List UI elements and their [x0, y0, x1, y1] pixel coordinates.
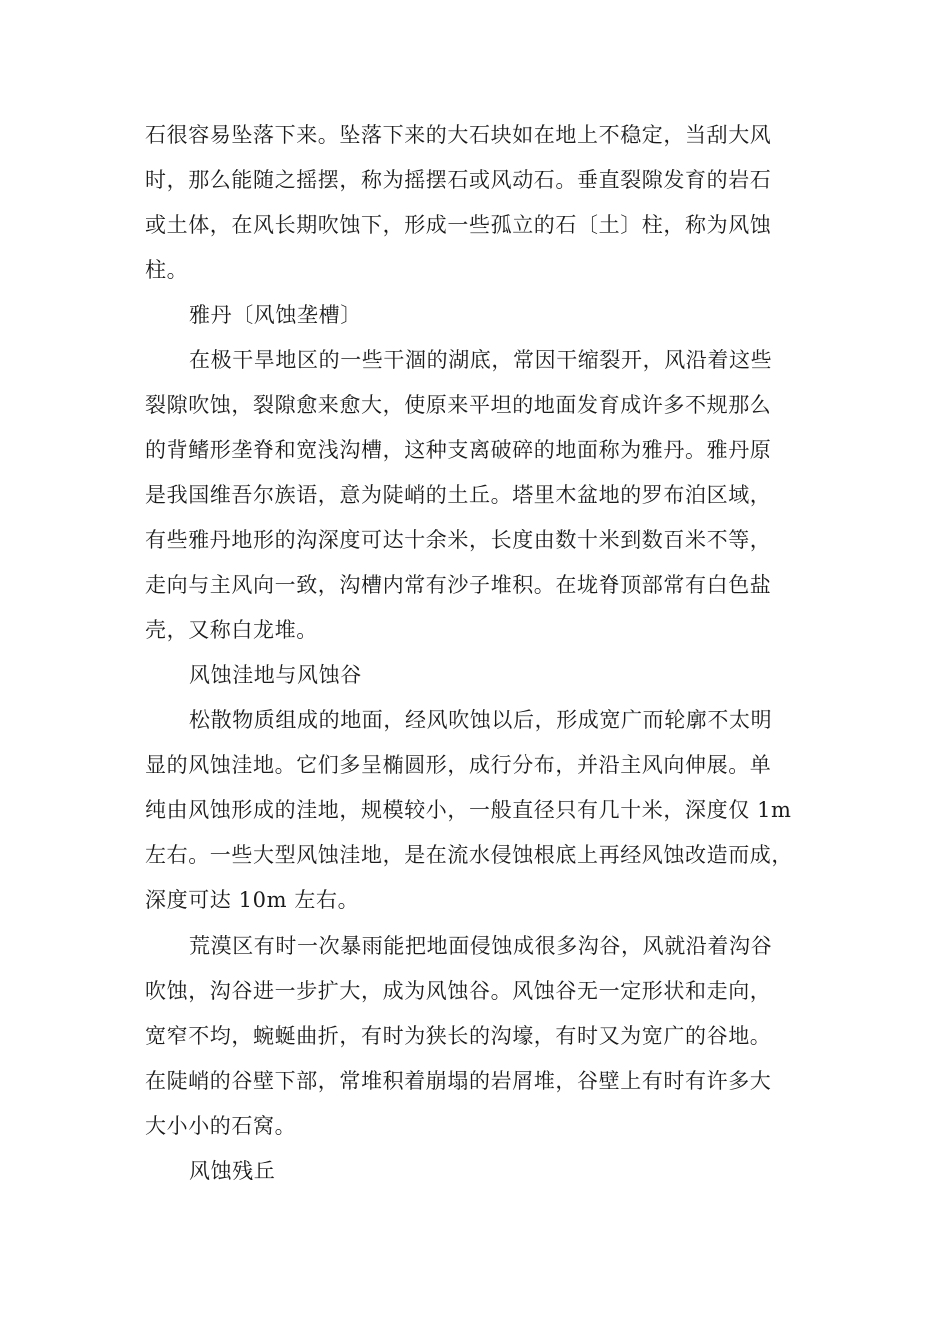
text-line: 是我国维吾尔族语，意为陡峭的土丘。塔里木盆地的罗布泊区域， [145, 483, 772, 507]
text-line: 或土体，在风长期吹蚀下，形成一些孤立的石〔土〕柱，称为风蚀 [145, 213, 772, 237]
text-line: 左右。一些大型风蚀洼地，是在流水侵蚀根底上再经风蚀改造而成， [145, 843, 793, 867]
heading-text: 风蚀残丘 [189, 1159, 276, 1183]
paragraph-rock-pillars [145, 113, 815, 293]
text-line: 宽窄不均，蜿蜒曲折，有时为狭长的沟壕，有时又为宽广的谷地。 [145, 1024, 772, 1048]
heading-text: 雅丹〔风蚀垄槽〕 [189, 303, 362, 327]
text-line: 吹蚀，沟谷进一步扩大，成为风蚀谷。风蚀谷无一定形状和走向， [145, 979, 772, 1003]
text-line: 壳，又称白龙堆。 [145, 618, 318, 642]
text-line: 时，那么能随之摇摆，称为摇摆石或风动石。垂直裂隙发育的岩石 [145, 168, 772, 192]
text-line: 深度可达 10m 左右。 [145, 888, 360, 912]
text-line: 荒漠区有时一次暴雨能把地面侵蚀成很多沟谷，风就沿着沟谷 [189, 934, 773, 958]
text-line: 显的风蚀洼地。它们多呈椭圆形，成行分布，并沿主风向伸展。单 [145, 753, 772, 777]
paragraph-yardang [145, 338, 815, 653]
text-line: 的背鳍形垄脊和宽浅沟槽，这种支离破碎的地面称为雅丹。雅丹原 [145, 438, 772, 462]
text-line: 在极干旱地区的一些干涸的湖底，常因干缩裂开，风沿着这些 [189, 348, 773, 372]
text-line: 柱。 [145, 258, 189, 282]
text-line: 有些雅丹地形的沟深度可达十余米，长度由数十米到数百米不等， [145, 528, 772, 552]
section-heading-deflation-hollow [145, 653, 815, 698]
text-line: 松散物质组成的地面，经风吹蚀以后，形成宽广而轮廓不太明 [189, 708, 773, 732]
heading-text: 风蚀洼地与风蚀谷 [189, 663, 362, 687]
text-line: 走向与主风向一致，沟槽内常有沙子堆积。在垅脊顶部常有白色盐 [145, 573, 772, 597]
section-heading-yardang [145, 293, 815, 338]
paragraph-wind-eroded-valley [145, 924, 815, 1149]
text-line: 大小小的石窝。 [145, 1114, 297, 1138]
paragraph-deflation-hollow [145, 698, 815, 923]
text-line: 石很容易坠落下来。坠落下来的大石块如在地上不稳定，当刮大风 [145, 123, 772, 147]
text-line: 在陡峭的谷壁下部，常堆积着崩塌的岩屑堆，谷壁上有时有许多大 [145, 1069, 772, 1093]
text-line: 纯由风蚀形成的洼地，规模较小，一般直径只有几十米，深度仅 1m [145, 798, 792, 822]
text-line: 裂隙吹蚀，裂隙愈来愈大，使原来平坦的地面发育成许多不规那么 [145, 393, 772, 417]
section-heading-residual-hill [145, 1149, 815, 1194]
